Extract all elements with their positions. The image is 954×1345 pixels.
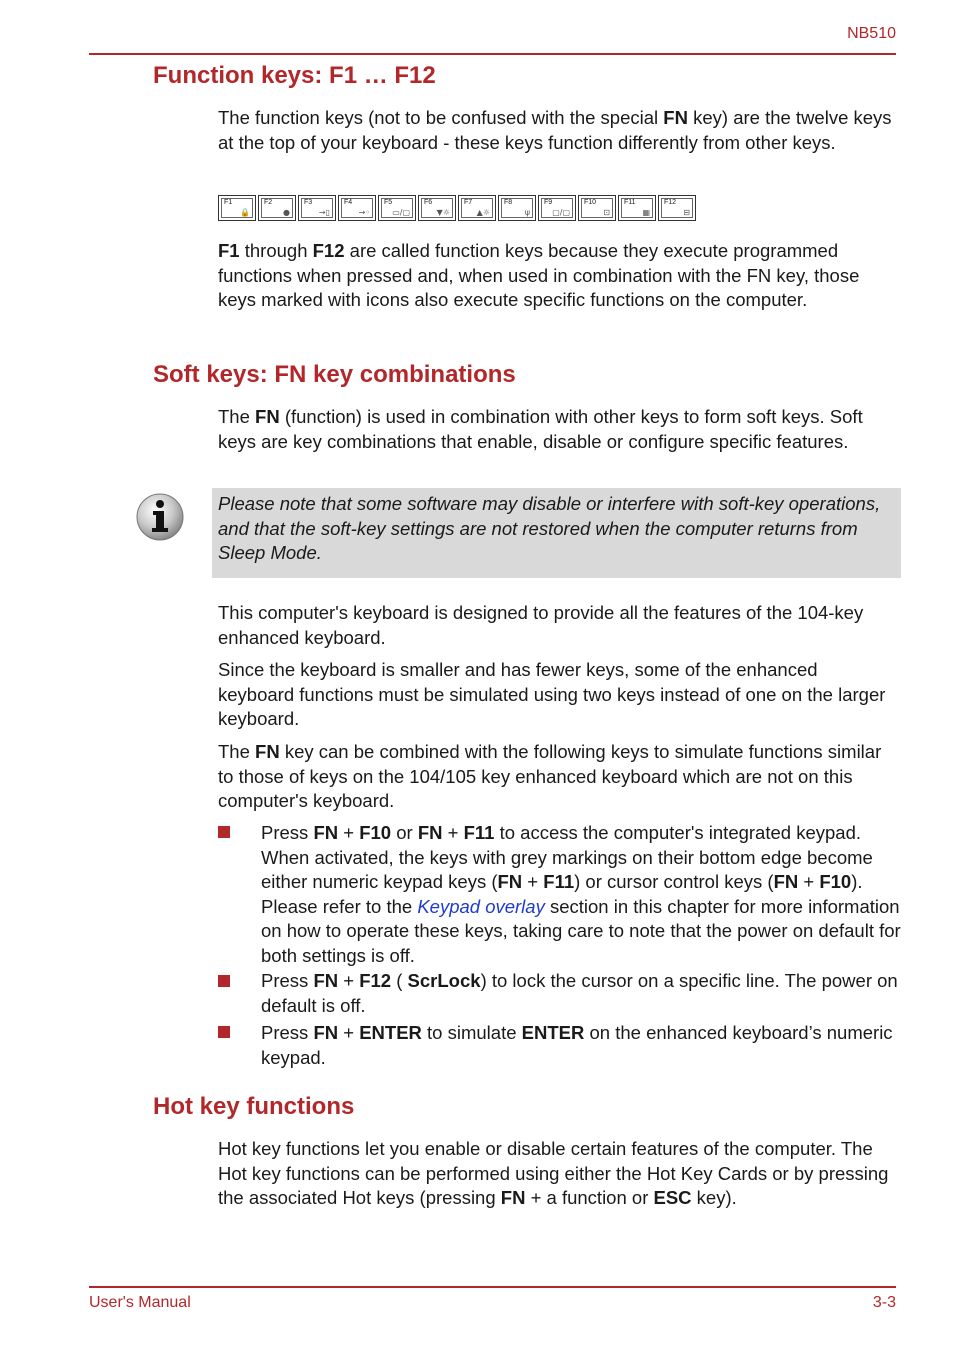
key-f6: F6 ▼☼ bbox=[418, 195, 456, 221]
display-switch-icon: ▭/▢ bbox=[392, 208, 410, 217]
bullet-item-scrlock: Press FN + F12 ( ScrLock) to lock the cursor on a specific line. The power on default is off. bbox=[261, 970, 898, 1016]
key-f7: F7 ▲☼ bbox=[458, 195, 496, 221]
key-f3: F3 →▯ bbox=[298, 195, 336, 221]
wireless-icon: ψ bbox=[524, 208, 530, 217]
bullet-marker bbox=[218, 826, 230, 838]
footer-manual-title: User's Manual bbox=[89, 1294, 191, 1311]
touchpad-icon: ▢/▢ bbox=[552, 208, 570, 217]
key-f8: F8 ψ bbox=[498, 195, 536, 221]
key-f2: F2 ● bbox=[258, 195, 296, 221]
soft-keys-intro: The FN (function) is used in combination with other keys to form soft keys. Soft keys are key combinations that enable, disable or configure specific features. bbox=[218, 406, 863, 452]
section-title-function-keys: Function keys: F1 … F12 bbox=[153, 62, 436, 89]
fn-combination-paragraph: The FN key can be combined with the following keys to simulate functions similar to those of keys on the 104/105 key enhanced keyboard which are not on this computer's keyboard. bbox=[218, 741, 882, 811]
bullet-marker bbox=[218, 1026, 230, 1038]
arrow-mode-icon: ⊡ bbox=[603, 208, 610, 217]
key-f9: F9 ▢/▢ bbox=[538, 195, 576, 221]
brightness-up-icon: ▲☼ bbox=[476, 208, 490, 217]
footer-page-number: 3-3 bbox=[872, 1294, 896, 1311]
key-f11: F11 ▦ bbox=[618, 195, 656, 221]
info-icon bbox=[135, 492, 185, 542]
bullet-item-enter: Press FN + ENTER to simulate ENTER on the enhanced keyboard’s numeric keypad. bbox=[261, 1022, 893, 1068]
function-keys-intro: The function keys (not to be confused with the special FN key) are the twelve keys at the top of your keyboard - these keys function differently from other keys. bbox=[218, 107, 892, 153]
power-plan-icon: ● bbox=[283, 208, 290, 217]
key-f5: F5 ▭/▢ bbox=[378, 195, 416, 221]
section-title-soft-keys: Soft keys: FN key combinations bbox=[153, 361, 516, 388]
bullet-marker bbox=[218, 975, 230, 987]
function-key-row bbox=[218, 195, 696, 221]
hibernate-icon: →◦ bbox=[358, 208, 370, 217]
key-f12: F12 ⊟ bbox=[658, 195, 696, 221]
header-rule bbox=[89, 53, 896, 55]
section-title-hot-keys: Hot key functions bbox=[153, 1093, 355, 1120]
key-f4: F4 →◦ bbox=[338, 195, 376, 221]
sleep-icon: →▯ bbox=[318, 208, 330, 217]
keyboard-design-paragraph: This computer's keyboard is designed to provide all the features of the 104-key enhanced keyboard. bbox=[218, 602, 864, 648]
numeric-mode-icon: ▦ bbox=[642, 208, 650, 217]
note-text: Please note that some software may disable or interfere with soft-key operations, and that the soft-key settings are not restored when the computer returns from Sleep Mode. bbox=[218, 493, 881, 563]
function-keys-description: F1 through F12 are called function keys because they execute programmed functions when pressed and, when used in combination with the FN key, those keys marked with icons also execute specific functions on the computer. bbox=[218, 240, 860, 310]
key-f10: F10 ⊡ bbox=[578, 195, 616, 221]
keypad-overlay-link[interactable]: Keypad overlay bbox=[417, 895, 545, 917]
scroll-lock-icon: ⊟ bbox=[683, 208, 690, 217]
keyboard-simulation-paragraph: Since the keyboard is smaller and has fewer keys, some of the enhanced keyboard functions must be simulated using two keys instead of one on the larger keyboard. bbox=[218, 659, 886, 729]
key-f1: F1 🔒 bbox=[218, 195, 256, 221]
brightness-down-icon: ▼☼ bbox=[436, 208, 450, 217]
header-model: NB510 bbox=[847, 25, 896, 42]
footer-rule bbox=[89, 1286, 896, 1288]
bullet-item-keypad: Press FN + F10 or FN + F11 to access the computer's integrated keypad. When activated, the keys with grey markings on their bottom edge become either numeric keypad keys (FN + F11) or cursor control keys (FN + F10). Please refer to the Keypad overlay section in this chapter for more information on how to operate these keys, taking care to note that the power on default for both settings is off. bbox=[261, 822, 901, 966]
hot-keys-intro: Hot key functions let you enable or disable certain features of the computer. The Hot key functions can be performed using either the Hot Key Cards or by pressing the associated Hot keys (pressing FN + a function or ESC key). bbox=[218, 1138, 889, 1208]
lock-icon: 🔒 bbox=[240, 208, 250, 217]
